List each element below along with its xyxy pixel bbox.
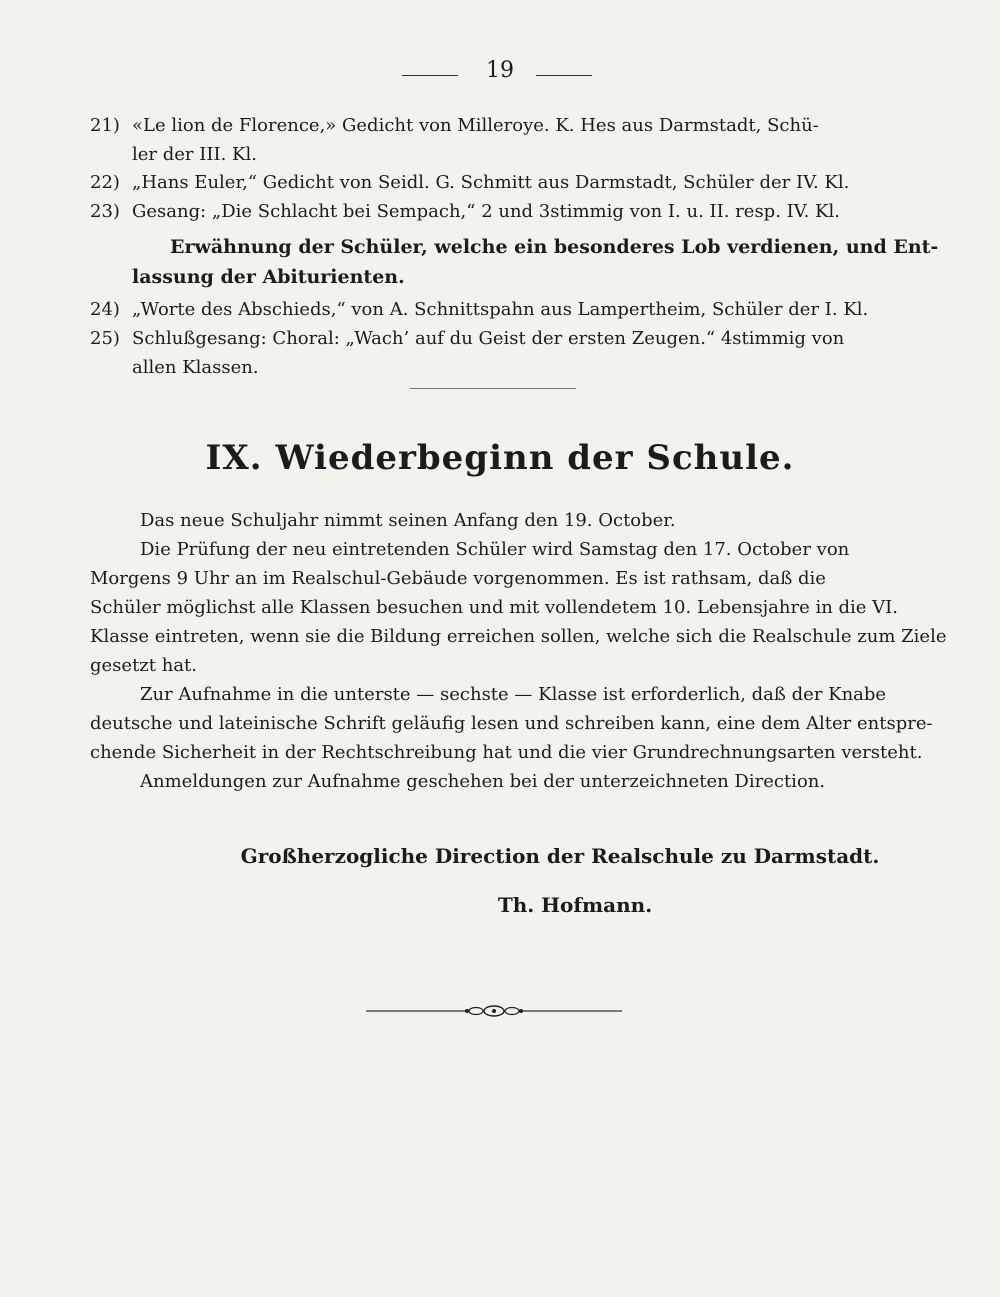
paragraph-2-line: Morgens 9 Uhr an im Realschul-Gebäude vorgenommen. Es ist rathsam, daß die	[90, 568, 826, 589]
paragraph-1: Das neue Schuljahr nimmt seinen Anfang den 19. October.	[140, 510, 676, 531]
program-note: Erwähnung der Schüler, welche ein besonderes Lob verdienen, und Ent-	[170, 236, 939, 258]
item-number: 25)	[90, 328, 120, 349]
program-note-cont: lassung der Abiturienten.	[132, 266, 405, 288]
paragraph-2-line: Klasse eintreten, wenn sie die Bildung erreichen sollen, welche sich die Realschule zum Ziele	[90, 626, 947, 647]
item-text: «Le lion de Florence,» Gedicht von Milleroye. K. Hes aus Darmstadt, Schü-	[132, 115, 819, 136]
paragraph-3-line: chende Sicherheit in der Rechtschreibung hat und die vier Grundrechnungsarten versteht.	[90, 742, 923, 763]
program-item-25	[90, 325, 902, 353]
item-text: Gesang: „Die Schlacht bei Sempach,“ 2 und 3stimmig von I. u. II. resp. IV. Kl.	[132, 201, 840, 222]
signature-name: Th. Hofmann.	[497, 893, 653, 917]
program-item-25-cont: allen Klassen.	[132, 357, 259, 378]
paragraph-3-line: deutsche und lateinische Schrift geläufig lesen und schreiben kann, eine dem Alter entspre-	[90, 713, 933, 734]
item-number: 21)	[90, 115, 120, 136]
item-text: „Worte des Abschieds,“ von A. Schnittspahn aus Lampertheim, Schüler der I. Kl.	[132, 299, 869, 320]
end-ornament	[366, 1003, 622, 1019]
page-number: 19	[486, 58, 514, 83]
item-number: 23)	[90, 201, 120, 222]
header-rule-right	[536, 75, 592, 76]
item-number: 22)	[90, 172, 120, 193]
item-text: Schlußgesang: Choral: „Wach’ auf du Geist der ersten Zeugen.“ 4stimmig von	[132, 328, 845, 349]
paragraph-4: Anmeldungen zur Aufnahme geschehen bei der unterzeichneten Direction.	[140, 771, 826, 792]
section-title: IX. Wiederbeginn der Schule.	[205, 438, 795, 478]
program-item-23	[90, 198, 902, 226]
header-rule-left	[402, 75, 458, 76]
item-text: „Hans Euler,“ Gedicht von Seidl. G. Schmitt aus Darmstadt, Schüler der IV. Kl.	[132, 172, 850, 193]
paragraph-2-line: Die Prüfung der neu eintretenden Schüler wird Samstag den 17. October von	[140, 539, 850, 560]
program-item-22	[90, 169, 902, 197]
program-item-21-cont: ler der III. Kl.	[132, 144, 257, 165]
section-divider	[410, 388, 576, 389]
paragraph-2-line: gesetzt hat.	[90, 655, 198, 676]
program-item-24	[90, 296, 902, 324]
signature-institution: Großherzogliche Direction der Realschule zu Darmstadt.	[240, 844, 880, 868]
program-item-21	[90, 112, 902, 140]
paragraph-2-line: Schüler möglichst alle Klassen besuchen und mit vollendetem 10. Lebensjahre in die VI.	[90, 597, 899, 618]
paragraph-3-line: Zur Aufnahme in die unterste — sechste — Klasse ist erforderlich, daß der Knabe	[140, 684, 887, 705]
item-number: 24)	[90, 299, 120, 320]
page-header	[0, 58, 1000, 88]
